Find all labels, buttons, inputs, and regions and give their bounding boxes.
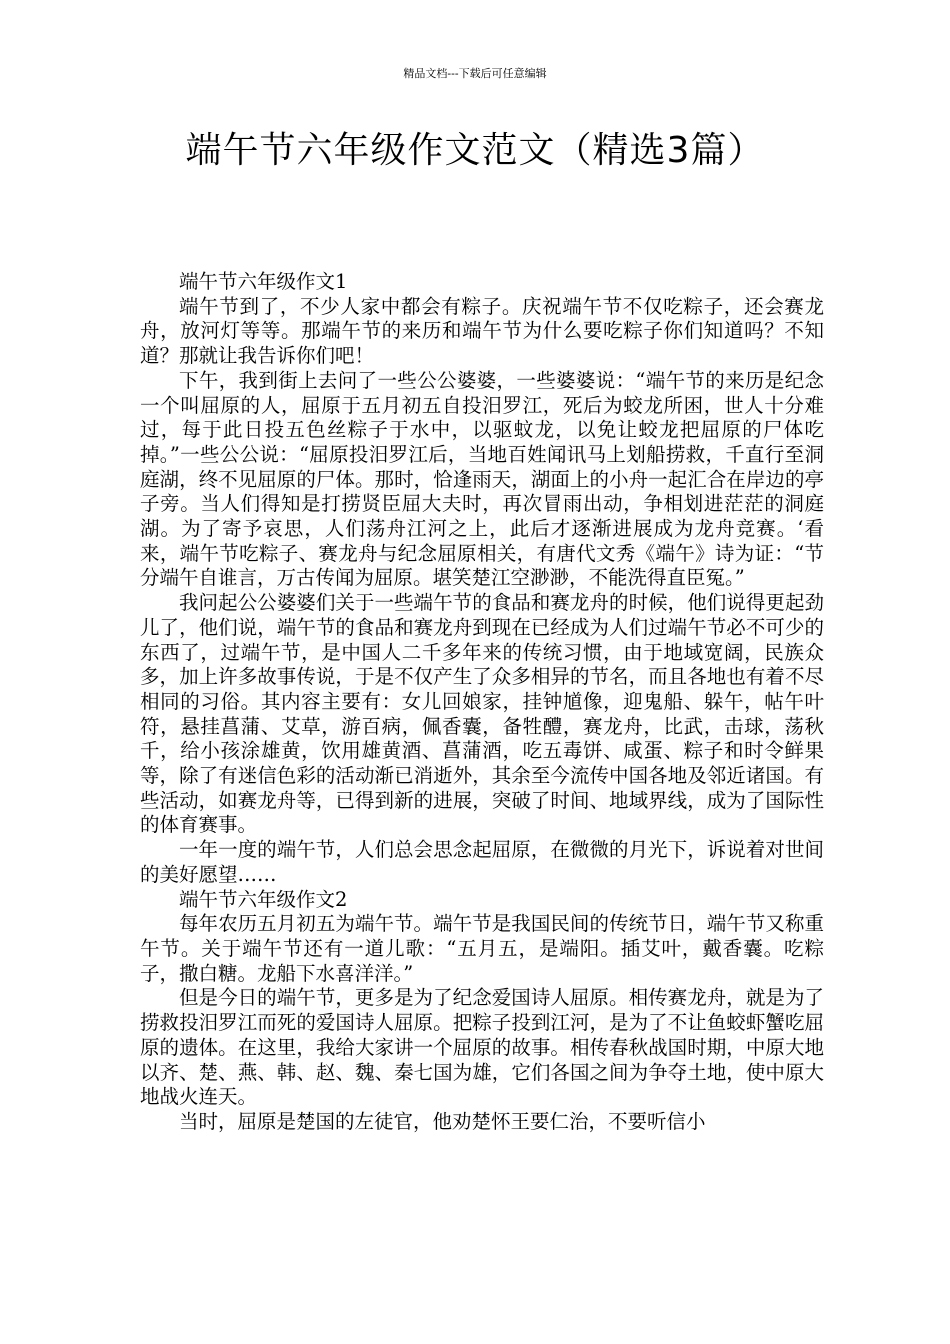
section-heading: 端午节六年级作文2 (179, 887, 348, 911)
paragraph: 当时，屈原是楚国的左徒官，他劝楚怀王要仁治，不要听信小 (179, 1109, 706, 1133)
document-title: 端午节六年级作文范文（精选3篇） (185, 130, 765, 171)
paragraph: 一年一度的端午节，人们总会思念起屈原，在微微的月光下，诉说着对世间的美好愿望…… (140, 838, 824, 886)
paragraph: 下午，我到街上去问了一些公公婆婆，一些婆婆说：“端午节的来历是纪念一个叫屈原的人，屈原于五月初五自投汨罗江，死后为蛟龙所困，世人十分难过，每于此日投五色丝粽子于水中，以驱蚊龙，以免让蛟龙把屈原的尸体吃掉。”一些公公说：“屈原投汨罗江后，当地百姓闻讯马上划船捞救，千直行至洞庭湖，终不见屈原的尸体。那时，恰逢雨天，湖面上的小舟一起汇合在岸边的亭子旁。当人们得知是打捞贤臣屈大夫时，再次冒雨出动，争相划进茫茫的洞庭湖。为了寄予哀思，人们荡舟江河之上，此后才逐渐进展成为龙舟竞赛。‘看来，端午节吃粽子、赛龙舟与纪念屈原相关，有唐代文秀《端午》诗为证：“节分端午自谁言，万古传闻为屈原。堪笑楚江空渺渺，不能洗得直臣冤。” (140, 368, 824, 590)
header-note: 精品文档---下载后可任意编辑 (403, 67, 547, 80)
paragraph: 端午节到了，不少人家中都会有粽子。庆祝端午节不仅吃粽子，还会赛龙舟，放河灯等等。那端午节的来历和端午节为什么要吃粽子你们知道吗？不知道？那就让我告诉你们吧！ (140, 294, 824, 368)
document-body (140, 270, 824, 1135)
section-heading: 端午节六年级作文1 (179, 270, 348, 293)
paragraph: 我问起公公婆婆们关于一些端午节的食品和赛龙舟的时候，他们说得更起劲儿了，他们说，端午节的食品和赛龙舟到现在已经成为人们过端午节必不可少的东西了，过端午节，是中国人二千多年来的传统习惯，由于地域宽阔，民族众多，加上许多故事传说，于是不仅产生了众多相异的节名，而且各地也有着不尽相同的习俗。其内容主要有：女儿回娘家，挂钟馗像，迎鬼船、躲午，帖午叶符，悬挂菖蒲、艾草，游百病，佩香囊，备牲醴，赛龙舟，比武，击球，荡秋千，给小孩涂雄黄，饮用雄黄酒、菖蒲酒，吃五毒饼、咸蛋、粽子和时令鲜果等，除了有迷信色彩的活动渐已消逝外，其余至今流传中国各地及邻近诸国。有些活动，如赛龙舟等，已得到新的进展，突破了时间、地域界线，成为了国际性的体育赛事。 (140, 591, 824, 837)
paragraph: 每年农历五月初五为端午节。端午节是我国民间的传统节日，端午节又称重午节。关于端午节还有一道儿歌：“五月五，是端阳。插艾叶，戴香囊。吃粽子，撒白糖。龙船下水喜洋洋。” (140, 912, 824, 985)
paragraph: 但是今日的端午节，更多是为了纪念爱国诗人屈原。相传赛龙舟，就是为了捞救投汨罗江而死的爱国诗人屈原。把粽子投到江河，是为了不让鱼蛟虾蟹吃屈原的遗体。在这里，我给大家讲一个屈原的故事。相传春秋战国时期，中原大地以齐、楚、燕、韩、赵、魏、秦七国为雄，它们各国之间为争夺土地，使中原大地战火连天。 (140, 986, 824, 1109)
